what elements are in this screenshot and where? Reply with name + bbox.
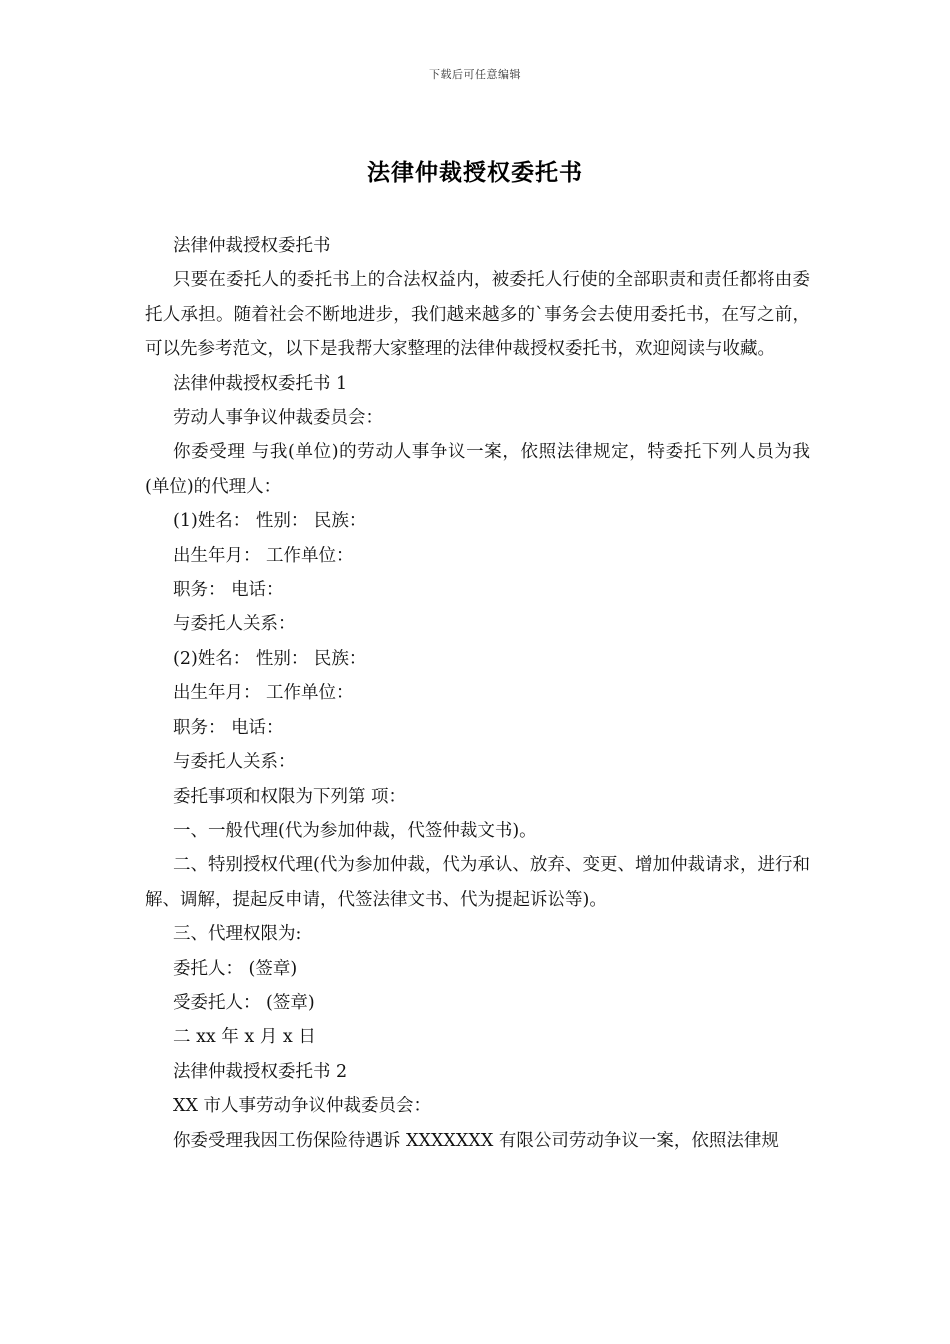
intro-paragraph: 只要在委托人的委托书上的合法权益内，被委托人行使的全部职责和责任都将由委托人承担。随着社会不断地进步，我们越来越多的`事务会去使用委托书，在写之前，可以先参考范文，以下是我帮大家整理的法律仲裁授权委托书，欢迎阅读与收藏。 xyxy=(145,270,810,360)
agent-1-title-line: 职务： 电话： xyxy=(173,580,284,601)
agent-2-relation-line: 与委托人关系： xyxy=(173,752,296,773)
date-line: 二 xx 年 x 月 x 日 xyxy=(173,1027,316,1048)
page-header-note: 下载后可任意编辑 xyxy=(429,68,521,81)
agent-2-name-line: (2)姓名： 性别： 民族： xyxy=(173,648,367,669)
sample-2-heading: 法律仲裁授权委托书 2 xyxy=(173,1061,348,1082)
document-title: 法律仲裁授权委托书 xyxy=(367,159,583,186)
addressee: 劳动人事争议仲裁委员会： xyxy=(173,408,383,429)
sample-1-heading: 法律仲裁授权委托书 1 xyxy=(173,373,348,394)
agent-1-name-line: (1)姓名： 性别： 民族： xyxy=(173,511,367,532)
addressee-2: XX 市人事劳动争议仲裁委员会： xyxy=(173,1096,431,1117)
scope-line: 委托事项和权限为下列第 项： xyxy=(173,786,407,807)
section-heading: 法律仲裁授权委托书 xyxy=(173,236,331,256)
body-paragraph-2: 你委受理我因工伤保险待遇诉 XXXXXXX 有限公司劳动争议一案，依照法律规 xyxy=(173,1130,779,1151)
agent-signature-line: 受委托人： (签章) xyxy=(173,992,315,1013)
agent-1-relation-line: 与委托人关系： xyxy=(173,614,296,635)
special-agency-item: 二、特别授权代理(代为参加仲裁，代为承认、放弃、变更、增加仲裁请求，进行和解、调解，提起反申请，代签法律文书、代为提起诉讼等)。 xyxy=(145,855,810,910)
agent-2-title-line: 职务： 电话： xyxy=(173,717,284,738)
agent-1-birth-line: 出生年月： 工作单位： xyxy=(173,545,354,566)
authority-limit-item: 三、代理权限为: xyxy=(173,924,302,945)
document-body xyxy=(145,229,810,1158)
principal-signature-line: 委托人： (签章) xyxy=(173,958,298,979)
body-paragraph: 你委受理 与我(单位)的劳动人事争议一案，依照法律规定，特委托下列人员为我(单位)的代理人： xyxy=(145,442,810,497)
agent-2-birth-line: 出生年月： 工作单位： xyxy=(173,683,354,704)
general-agency-item: 一、一般代理(代为参加仲裁，代签仲裁文书)。 xyxy=(173,820,537,841)
